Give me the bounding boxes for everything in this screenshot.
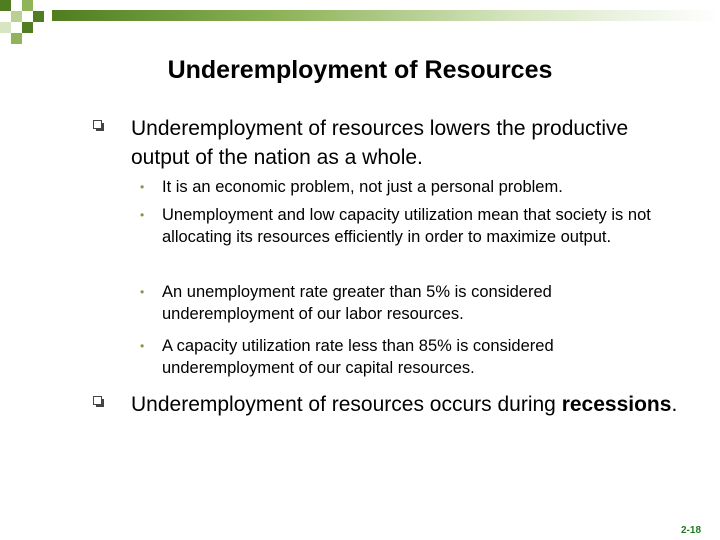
sub-bullet-4 (140, 335, 680, 379)
slide-title-text: Underemployment of Resources (167, 56, 553, 84)
bullet-2-text-before: Underemployment of resources occurs during (131, 393, 562, 416)
dot-bullet-icon: • (140, 285, 145, 299)
bullet-2 (100, 390, 680, 419)
dot-bullet-icon: • (140, 208, 145, 222)
checkbox-bullet-icon (93, 120, 104, 131)
bullet-2-text-after: . (671, 393, 678, 416)
dot-bullet-icon: • (140, 339, 145, 353)
checkbox-bullet-icon (93, 396, 104, 407)
sub-bullet-1-text: It is an economic problem, not just a personal problem. (162, 178, 563, 196)
bullet-2-text (131, 390, 680, 419)
bullet-2-bold-term: recessions (561, 393, 672, 416)
sub-bullet-3-text: An unemployment rate greater than 5% is considered underemployment of our labor resources. (162, 283, 552, 323)
slide-title (0, 56, 720, 85)
dot-bullet-icon: • (140, 180, 145, 194)
page-number: 2-18 (680, 525, 701, 536)
sub-bullet-4-text: A capacity utilization rate less than 85% is considered underemployment of our capital resources. (162, 337, 554, 377)
sub-bullet-2 (140, 204, 680, 248)
sub-bullet-2-text: Unemployment and low capacity utilization mean that society is not allocating its resources efficiently in order to maximize output. (162, 206, 651, 246)
sub-bullet-1 (140, 176, 680, 198)
bullet-1-text: Underemployment of resources lowers the productive output of the nation as a whole. (131, 117, 629, 169)
sub-bullet-3 (140, 281, 680, 325)
header-bar (52, 10, 720, 21)
bullet-1 (100, 114, 680, 172)
